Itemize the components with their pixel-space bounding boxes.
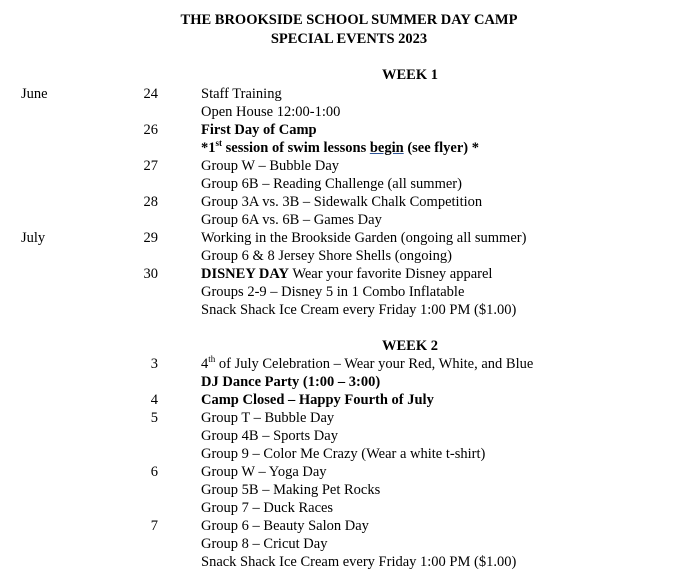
day-number: 6 [150, 464, 158, 480]
schedule-row [0, 517, 698, 535]
day-number: 24 [143, 86, 158, 102]
event-text: DJ Dance Party (1:00 – 3:00) [201, 374, 381, 390]
schedule-row [0, 481, 698, 499]
schedule-row [0, 553, 698, 571]
underlined-word: begin [369, 140, 404, 156]
event-text: Groups 2-9 – Disney 5 in 1 Combo Inflatable [201, 284, 465, 300]
ordinal-suffix: st [215, 138, 222, 149]
event-text [201, 355, 533, 373]
schedule-row [0, 103, 698, 121]
schedule-row [0, 193, 698, 211]
day-number: 5 [150, 410, 158, 426]
event-text: Snack Shack Ice Cream every Friday 1:00 PM ($1.00) [201, 302, 517, 318]
day-number: 27 [143, 158, 158, 174]
event-text: Working in the Brookside Garden (ongoing all summer) [201, 230, 527, 246]
schedule-row [0, 265, 698, 283]
event-text: Snack Shack Ice Cream every Friday 1:00 PM ($1.00) [201, 554, 517, 570]
event-text-part: Wear your favorite Disney apparel [288, 266, 493, 282]
event-text: Group W – Bubble Day [201, 158, 340, 174]
event-text-part: (see flyer) * [403, 140, 479, 156]
event-text: Camp Closed – Happy Fourth of July [201, 392, 434, 408]
schedule-row [0, 355, 698, 373]
event-text-part: of July Celebration – Wear your Red, White, and Blue [215, 356, 534, 372]
day-number: 29 [143, 230, 158, 246]
day-number: 28 [143, 194, 158, 210]
schedule-row [0, 499, 698, 517]
day-number: 4 [150, 392, 158, 408]
schedule-row [0, 409, 698, 427]
event-text: Group 6B – Reading Challenge (all summer) [201, 176, 462, 192]
month-label: June [21, 86, 48, 102]
event-text: First Day of Camp [201, 122, 317, 138]
event-text: Group 5B – Making Pet Rocks [201, 482, 381, 498]
event-text-part: *1 [201, 140, 216, 156]
schedule-row [0, 229, 698, 247]
schedule-row [0, 247, 698, 265]
event-text: Group 6A vs. 6B – Games Day [201, 212, 382, 228]
schedule-row [0, 535, 698, 553]
schedule-row [0, 427, 698, 445]
event-text: Group 6 – Beauty Salon Day [201, 518, 369, 534]
event-text: Group 8 – Cricut Day [201, 536, 328, 552]
month-label: July [21, 230, 46, 246]
event-text-part: session of swim lessons [222, 140, 370, 156]
document-subtitle: SPECIAL EVENTS 2023 [270, 31, 428, 47]
schedule-row [0, 139, 698, 157]
event-text: Group 4B – Sports Day [201, 428, 338, 444]
schedule-row [0, 175, 698, 193]
event-text: Group 3A vs. 3B – Sidewalk Chalk Competition [201, 194, 483, 210]
schedule-row [0, 211, 698, 229]
schedule-row [0, 391, 698, 409]
schedule-row [0, 373, 698, 391]
ordinal-suffix: th [208, 354, 216, 365]
schedule-row [0, 157, 698, 175]
week-heading: WEEK 2 [382, 338, 438, 354]
event-text: Group 7 – Duck Races [201, 500, 334, 516]
day-number: 7 [150, 518, 158, 534]
event-text: Group 6 & 8 Jersey Shore Shells (ongoing) [201, 248, 452, 264]
event-text-bold: DISNEY DAY [201, 266, 289, 282]
day-number: 26 [143, 122, 158, 138]
event-text: Staff Training [201, 86, 282, 102]
event-text: Group 9 – Color Me Crazy (Wear a white t-shirt) [201, 446, 486, 462]
schedule-row [0, 283, 698, 301]
event-text [201, 139, 479, 157]
schedule-row [0, 85, 698, 103]
day-number: 3 [150, 356, 158, 372]
schedule-row [0, 301, 698, 319]
event-text-part: 4 [201, 356, 209, 372]
schedule-row [0, 121, 698, 139]
event-text [201, 265, 492, 283]
schedule-row [0, 445, 698, 463]
schedule-row [0, 463, 698, 481]
day-number: 30 [143, 266, 158, 282]
event-text: Open House 12:00-1:00 [201, 104, 341, 120]
document-title: THE BROOKSIDE SCHOOL SUMMER DAY CAMP [180, 12, 518, 28]
event-text: Group T – Bubble Day [201, 410, 335, 426]
week-heading: WEEK 1 [382, 67, 438, 83]
event-text: Group W – Yoga Day [201, 464, 327, 480]
